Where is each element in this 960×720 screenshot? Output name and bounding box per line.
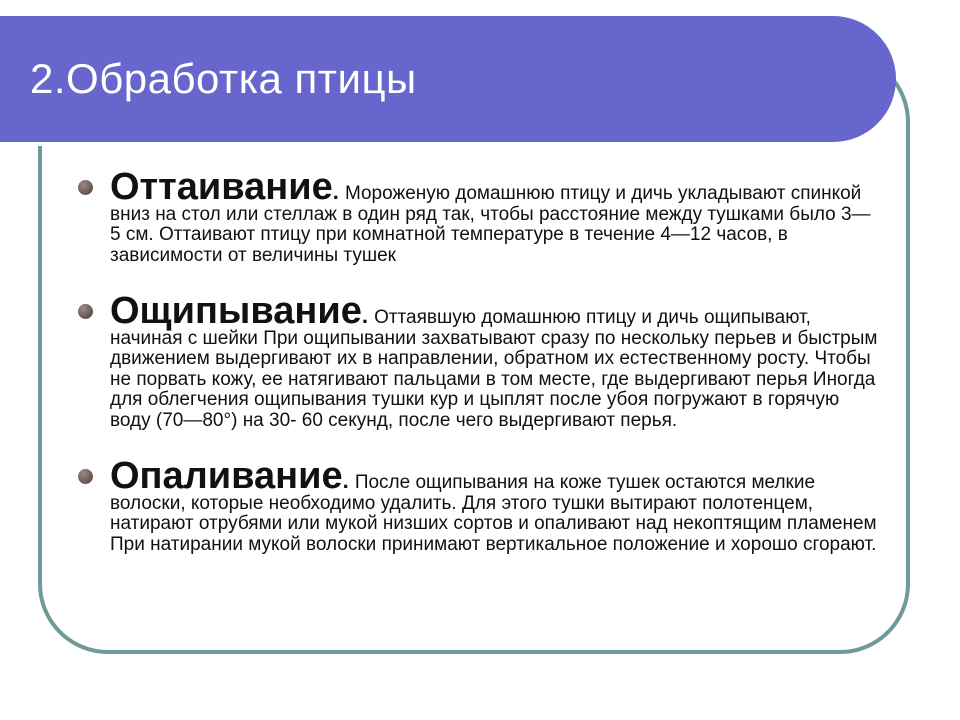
item-paragraph — [110, 455, 878, 555]
item-paragraph — [110, 166, 878, 266]
list-item-thawing — [78, 166, 878, 266]
item-term: Ощипывание — [110, 290, 362, 332]
content-list — [78, 166, 878, 585]
title-underline — [0, 142, 850, 146]
slide-title: 2.Обработка птицы — [30, 55, 417, 102]
item-term-dot: . — [332, 179, 345, 204]
item-paragraph — [110, 290, 878, 431]
item-text: После ощипывания на коже тушек остаются мелкие волоски, которые необходимо удалить. Для этого тушки вытирают полотенцем, натирают отрубями или мукой низших сортов и опаливают над некоптящим пламенем При натирании мукой волоски принимают вертикальное положение и хорошо сгорают. — [110, 472, 877, 555]
list-item-singeing — [78, 455, 878, 555]
item-text: Оттаявшую домашнюю птицу и дичь ощипывают, начиная с шейки При ощипывании захватывают сразу по нескольку перьев и быстрым движением выдергивают их в направлении, обратном их естественному росту. Чтобы не порвать кожу, ее натягивают пальцами в том месте, где выдергивают перья Иногда для облегчения ощипывания тушки кур и цыплят после убоя погружают в горячую воду (70—80°) на 30- 60 секунд, после чего выдергивают перья. — [110, 307, 878, 431]
bullet-icon — [78, 304, 93, 319]
item-text: Мороженую домашнюю птицу и дичь укладывают спинкой вниз на стол или стеллаж в один ряд так, чтобы расстояние между тушками было 3—5 см. Оттаивают птицу при комнатной температуре в течение 4—12 часов, в зависимости от величины тушек — [110, 183, 871, 266]
item-term: Оттаивание — [110, 166, 333, 208]
item-term-dot: . — [361, 303, 375, 328]
bullet-icon — [78, 469, 93, 484]
item-term-dot: . — [342, 468, 355, 493]
item-term: Опаливание — [110, 455, 343, 497]
title-bar — [0, 16, 896, 142]
list-item-plucking — [78, 290, 878, 431]
bullet-icon — [78, 180, 93, 195]
